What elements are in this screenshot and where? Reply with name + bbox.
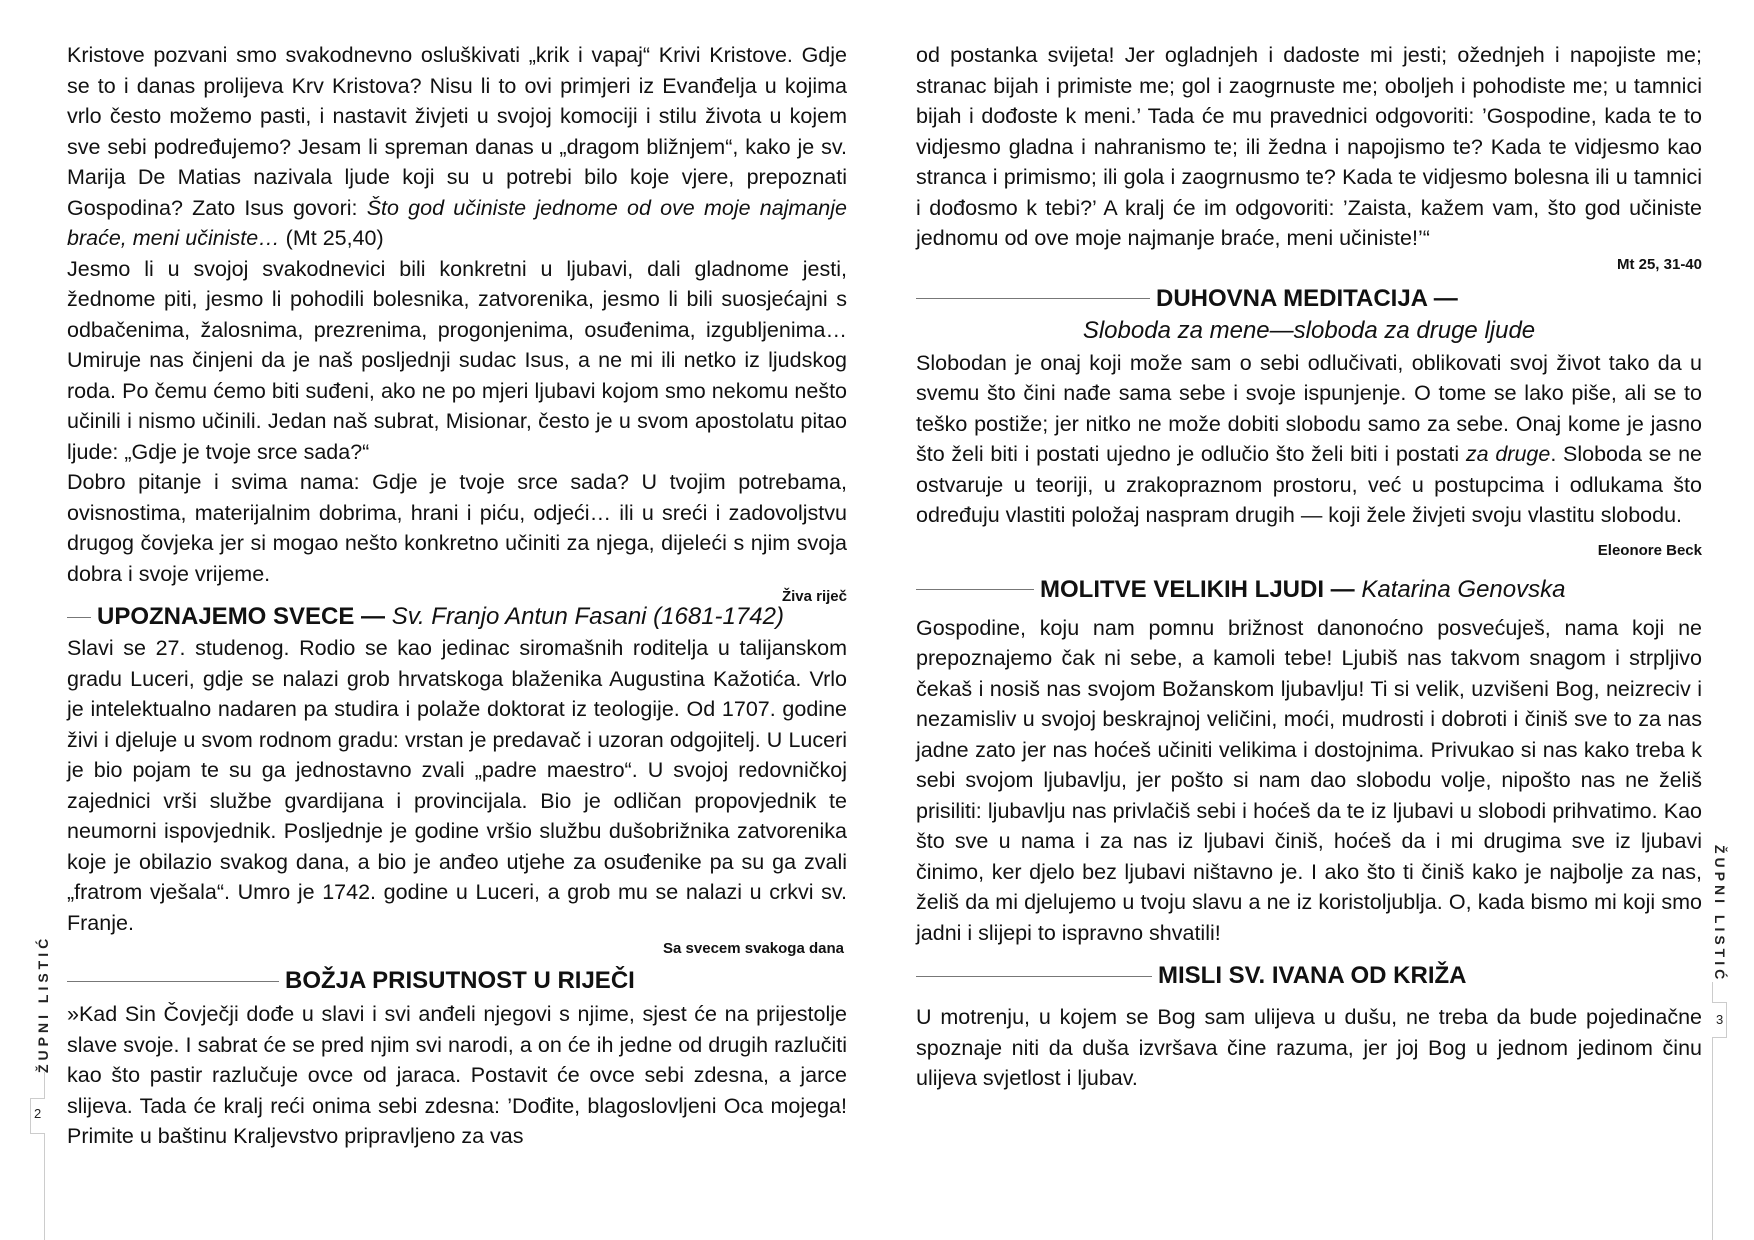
- left-tab-label: ŽUPNI LISTIĆ: [35, 934, 51, 1073]
- right-page-number: 3: [1716, 1012, 1724, 1027]
- intro-source: Živa riječ: [781, 588, 847, 605]
- thoughts-heading: MISLI SV. IVANA OD KRIŽA: [916, 960, 1702, 992]
- meditation-heading: DUHOVNA MEDITACIJA —: [916, 283, 1702, 315]
- intro-paragraph-3: Dobro pitanje i svima nama: Gdje je tvoje srce sada? U tvojim potrebama, ovisnostima, materijalnim dobrima, hrani i piću, odjeći… ili u sreći i zadovoljstvu drugog čovjeka jer si mogao nešto konkretno učiniti za njega, dijeleći s njim svoja dobra i svoje vrijeme.: [67, 470, 847, 586]
- intro-quote: Što god učiniste jednome od ove moje najmanje braće, meni učiniste…: [67, 195, 847, 250]
- intro-paragraph-1: Kristove pozvani smo svakodnevno osluškivati „krik i vapaj“ Krivi Kristove. Gdje se to i danas prolijeva Krv Kristova? Nisu li to ovi primjeri iz Evanđelja u kojima vrlo često možemo pasti, i nastavit živjeti u svojoj komociji i stilu života u kojem sve sebi podređujemo? Jesam li spreman danas u „dragom bližnjem“, kako je sv. Marija De Matias nazivala ljude koji su u potrebi bilo koje vjere, prepoznati Gospodina? Zato Isus govori: Što god učiniste jednome od ove moje najmanje braće, meni učiniste… (Mt 25,40): [67, 43, 847, 250]
- heading-rule: [916, 976, 1152, 977]
- saints-heading: UPOZNAJEMO SVECE — Sv. Franjo Antun Fasani (1681-1742): [67, 601, 847, 633]
- heading-rule: [67, 981, 279, 982]
- meditation-text: Slobodan je onaj koji može sam o sebi odlučivati, oblikovati svoj život tako da u svemu što čini nađe sama sebe i svoje ispunjenje. O tome se lako piše, ali se to teško postiže; jer nitko ne može dobiti slobodu samo za sebe. Onaj kome je jasno što želi biti i postati ujedno je odlučio što želi biti i postati za druge. Sloboda se ne ostvaruje u teoriji, u zrakopraznom prostoru, već u postupcima i odlukama što određuju vlastiti položaj naspram drugih — koji žele živjeti svoju vlastitu slobodu.: [916, 350, 1702, 527]
- meditation-source: Eleonore Beck: [1597, 541, 1702, 559]
- word-source: Mt 25, 31-40: [1616, 255, 1702, 273]
- prayers-heading: MOLITVE VELIKIH LJUDI — Katarina Genovska: [916, 574, 1702, 606]
- heading-rule: [916, 589, 1034, 590]
- word-heading: BOŽJA PRISUTNOST U RIJEČI: [67, 965, 847, 997]
- meditation-subtitle: Sloboda za mene—sloboda za druge ljude: [1082, 316, 1536, 344]
- saints-source: Sa svecem svakoga dana: [663, 940, 844, 957]
- saints-text: Slavi se 27. studenog. Rodio se kao jedinac siromašnih roditelja u talijanskom gradu Luceri, gdje se nalazi grob hrvatskoga blaženika Augustina Kažotića. Vrlo je intelektualno nadaren pa studira i polaže doktorat iz teologije. Od 1707. godine živi i djeluje u svom rodnom gradu: vrstan je predavač i uzoran odgojitelj. U Luceri je bio pojam te su ga jednostavno zvali „padre maestro“. U svojoj redovničkoj zajednici vrši službe gvardijana i provincijala. Bio je odličan propovjednik te neumorni ispovjednik. Posljednje je godine vršio službu dušobrižnika zatvorenika koje je obilazio svakog dana, a bio je anđeo utjehe za osuđenike pa su ga zvali „fratrom vješala“. Umro je 1742. godine u Luceri, a grob mu se nalazi u crkvi sv. Franje.: [67, 636, 847, 935]
- left-column: [67, 40, 847, 1152]
- word-text: »Kad Sin Čovječji dođe u slavi i svi anđeli njegovi s njime, sjest će na prijestolje slave svoje. I sabrat će se pred njim svi narodi, a on će ih jedne od drugih razlučiti kao što pastir razlučuje ovce od jaraca. Postavit će ovce sebi zdesna, a jarce slijeva. Tada će kralj reći onima sebi zdesna: ’Dođite, blagoslovljeni Oca mojega! Primite u baštinu Kraljevstvo pripravljeno za vas: [67, 1002, 847, 1148]
- prayers-text: Gospodine, koju nam pomnu brižnost danonoćno posvećuješ, nama koji ne prepoznajemo čak ni sebe, a kamoli tebe! Ljubiš nas takvom snagom i strpljivo čekaš i nosiš nas svojom Božanskom ljubavlju! Ti si velik, uzvišeni Bog, neizreciv i nezamisliv u svojoj beskrajnoj veličini, moći, mudrosti i dobroti i činiš sve to za nas jadne zato jer nas hoćeš učiniti velikima i dostojnima. Privukao si nas kako treba k sebi svojom ljubavlju, jer pošto si nam dao slobodu volje, nipošto nas ne želiš prisiliti: ljubavlju nas privlačiš sebi i hoćeš da te iz ljubavi u slobodi prihvatimo. Kao što sve u nama i za nas iz ljubavi činiš, hoćeš da i mi drugima sve iz ljubavi činimo, ker djelo bez ljubavi ništavno je. I ako što ti činiš kako je najbolje za nas, želiš da mi djelujemo u tvoju slavu a ne iz koristoljublja. O, kada bismo mi koji smo jadni i slijepi to ispravno shvatili!: [916, 615, 1702, 945]
- intro-paragraph-2: Jesmo li u svojoj svakodnevici bili konkretni u ljubavi, dali gladnome jesti, žednome piti, jesmo li pohodili bolesnika, zatvorenika, jesmo li bili suosjećajni s odbačenima, žalosnima, prezrenima, progonjenima, osuđenima, izgubljenima… Umiruje nas činjeni da je naš posljednji sudac Isus, a ne mi ili netko iz ljudskog roda. Po čemu ćemo biti suđeni, ako ne po mjeri ljubavi kojom smo nekomu nešto učinili i nismo učinili. Jedan naš subrat, Misionar, često je u svom apostolatu pitao ljude: „Gdje je tvoje srce sada?“: [67, 256, 847, 464]
- heading-rule: [67, 617, 91, 618]
- left-page-number: 2: [34, 1106, 42, 1121]
- right-column: [916, 40, 1702, 1094]
- right-tab-label: ŽUPNI LISTIĆ: [1712, 845, 1728, 984]
- heading-rule: [916, 298, 1150, 299]
- word-continued-text: od postanka svijeta! Jer ogladnjeh i dadoste mi jesti; ožednjeh i napojiste me; stranac bijah i primiste me; gol i zaogrnuste me; oboljeh i pohodiste me; u tamnici bijah i dođoste k meni.’ Tada će mu pravednici odgovoriti: ’Gospodine, kada te to vidjesmo gladna i nahranismo te; ili žedna i napojismo te? Kada te vidjesmo kao stranca i primismo; ili gola i zaogrnusmo te? Kada te vidjesmo bolesna ili u tamnici i dođosmo k tebi?’ A kralj će im odgovoriti: ’Zaista, kažem vam, što god učiniste jednomu od ove moje najmanje braće, meni učiniste!’“: [916, 43, 1702, 250]
- thoughts-text: U motrenju, u kojem se Bog sam ulijeva u dušu, ne treba da bude pojedinačne spoznaje niti da duša izvršava čine razuma, jer joj Bog u jednom jedinom činu ulijeva svjetlost i ljubav.: [916, 1005, 1702, 1090]
